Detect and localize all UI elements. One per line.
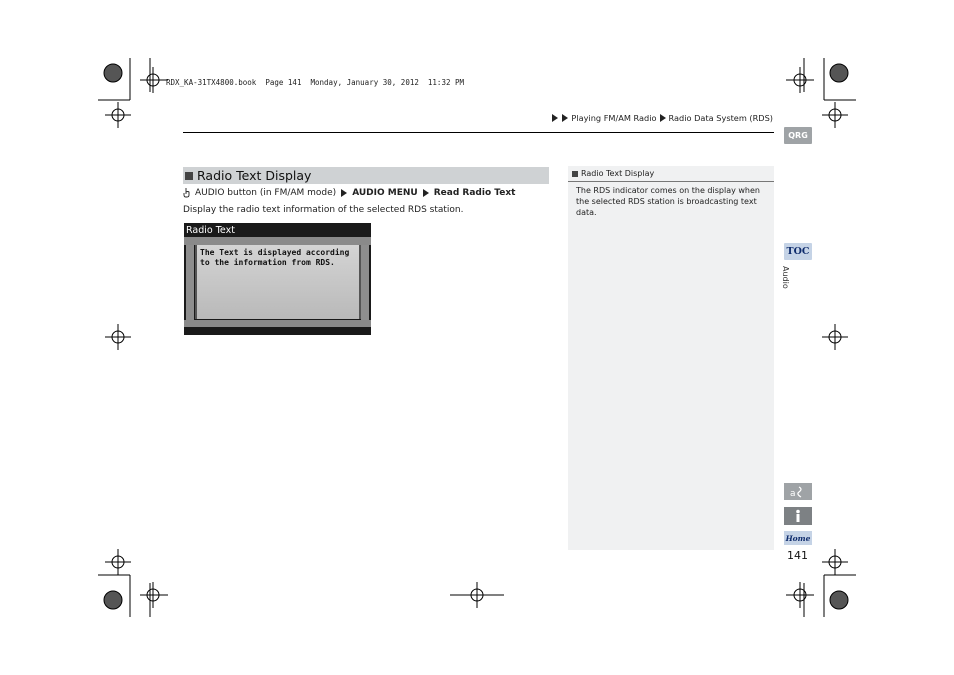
breadcrumb-item[interactable]: Radio Data System (RDS) — [668, 113, 773, 123]
home-label: Home — [785, 533, 811, 543]
qrg-tab[interactable]: QRG — [784, 127, 812, 144]
arrow-icon — [552, 114, 558, 122]
section-tab-label: Audio — [781, 266, 790, 289]
info-icon-button[interactable] — [784, 507, 812, 525]
screen-strip — [361, 245, 369, 320]
home-button[interactable] — [784, 531, 812, 545]
note-title — [572, 169, 654, 178]
screen-band — [184, 237, 371, 245]
menu-path — [183, 187, 515, 198]
index-icon — [788, 485, 808, 499]
book-header: RDX_KA-31TX4800.book Page 141 Monday, January 30, 2012 11:32 PM — [166, 78, 465, 87]
menu-path-step: AUDIO MENU — [352, 187, 418, 198]
screen-body: The Text is displayed according to the information from RDS. — [200, 248, 350, 267]
arrow-icon — [562, 114, 568, 122]
index-icon-button[interactable] — [784, 483, 812, 500]
screen-band — [184, 320, 371, 327]
screen-title: Radio Text — [186, 225, 235, 236]
arrow-icon — [341, 189, 347, 197]
info-icon — [793, 509, 803, 523]
note-body: The RDS indicator comes on the display when the selected RDS station is broadcasting text data. — [576, 186, 760, 217]
square-bullet-icon — [185, 172, 193, 180]
arrow-icon — [660, 114, 666, 122]
note-panel — [568, 166, 774, 550]
header-rule — [183, 132, 774, 133]
toc-tab[interactable]: TOC — [784, 243, 812, 260]
note-rule — [568, 181, 774, 182]
note-title-text: Radio Text Display — [581, 169, 655, 178]
svg-text:a: a — [790, 488, 796, 499]
menu-path-step: Read Radio Text — [433, 187, 516, 198]
breadcrumb-item[interactable]: Playing FM/AM Radio — [571, 113, 657, 123]
arrow-icon — [423, 189, 429, 197]
menu-path-prefix: AUDIO button (in FM/AM mode) — [195, 187, 337, 198]
screen-strip — [186, 245, 194, 320]
section-description: Display the radio text information of the selected RDS station. — [183, 205, 464, 215]
section-heading — [183, 167, 549, 184]
screen-text-box — [195, 245, 361, 319]
note-bullet-icon — [572, 171, 578, 177]
page-number: 141 — [787, 549, 808, 562]
section-heading-text: Radio Text Display — [197, 168, 312, 183]
radio-text-screenshot — [184, 223, 371, 335]
breadcrumb — [551, 113, 773, 123]
finger-press-icon — [183, 187, 191, 198]
